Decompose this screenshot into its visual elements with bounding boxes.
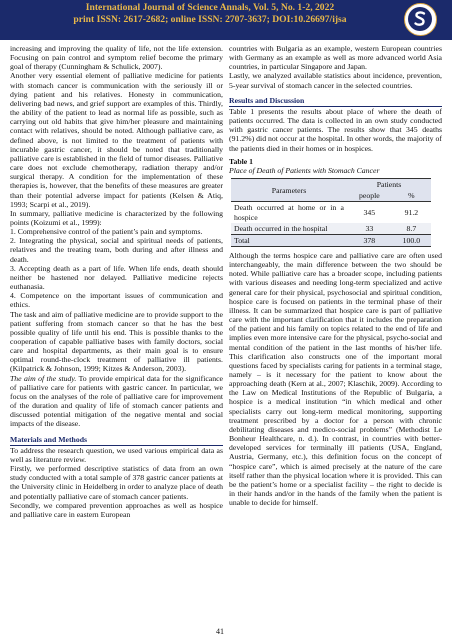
table-cell: Death occurred at home or in a hospice	[234, 203, 344, 222]
table-header-parameters: Parameters	[271, 185, 307, 195]
list-item: 4. Competence on the important issues of communication and ethics.	[10, 291, 223, 310]
paragraph: Although the terms hospice care and palliative care are often used interchangeably, the main difference between the two should be noted. While palliative care has a broader scope, including patients with various diseases and needing long-term specialized and active general care for their physical, psychosocial and spiritual condition, hospice care is focused on patients in the terminal phase of their illness. It can be summarized that hospice care is part of palliative care with the important clarification that it includes the preparation of the patient and his family on topics related to the end of life and implies even more intensive care for the physical, psycho-social and mental condition of the patient in the last months of his/her life. This clarification also constructs one of the important moral questions faced by specialists caring for patients in a terminal stage, namely – is it necessary for the patient to know about the approaching death (Kern at al., 2007; Klaschik, 2009). According to the Law on Medical Institutions of the Republic of Bulgaria, a hospice is a medical institution “in which medical and other specialists carry out long-term medical monitoring, supporting treatment prescribed by a doctor for a person with chronic debilitating diseases and medico-social problems” (Methodist Le Bonheur Healthcare, n. d.). In contrast, in countries with better-developed services for terminally ill patients (USA, England, Austria, Germany, etc.), this definition focus on the concept of “hospice care”, which is aimed precisely at the nature of the care itself rather than the physical location where it is provided. This can be the patient’s home or a specialist facility – the right to decide is in their hands and/or in the hands of the family when the patient is unable to decide for himself.	[229, 250, 442, 508]
paragraph: Secondly, we compared prevention approaches as well as hospice and palliative care in eastern European	[10, 500, 223, 519]
aim-label: The aim of the study.	[10, 373, 77, 383]
table-header-people: people	[359, 191, 380, 201]
journal-header-bar	[0, 0, 452, 40]
aim-text: To provide empirical data for the significance of palliative care for patients with gastric cancer. In particular, we focus on the analyses of the role of palliative care for improvement of the duration and quality of life of stomach cancer patients and discussed potential mitigation of the negative mental and social impacts of the disease.	[10, 373, 223, 429]
table-cell: 8.7	[406, 223, 417, 233]
table-cell: 33	[365, 223, 374, 233]
table-cell: Death occurred in the hospital	[234, 223, 328, 233]
right-column	[229, 44, 442, 507]
table-total-row	[231, 234, 431, 246]
list-item: 2. Integrating the physical, social and spiritual needs of patients, relatives and the treating team, both during and after illness and death.	[10, 236, 223, 264]
journal-issn-line: print ISSN: 2617-2682; online ISSN: 2707-3637; DOI:10.26697/ijsa	[73, 13, 347, 25]
list-item: 3. Accepting death as a part of life. When life ends, death should neither be hastened nor delayed. Palliative medicine rejects euthanasia.	[10, 263, 223, 292]
table-header-percent: %	[408, 191, 415, 201]
paragraph: In summary, palliative medicine is characterized by the following points (Koizumi et al., 1999):	[10, 208, 223, 227]
paragraph: increasing and improving the quality of life, not the life extension. Focusing on pain control and symptom relief become the primary goal of therapy (Cunningham & Schulick, 2007).	[10, 44, 223, 72]
table-cell: 100.0	[402, 235, 421, 245]
paragraph: The task and aim of palliative medicine are to provide support to the patient suffering from stomach cancer so that he has the best possible quality of life until his end. This is possible thanks to the cooperation of capable palliative bases with family doctors, social care and hospital departments, as their main goal is to ensure optimal round-the-clock treatment of palliative ill patients. (Kilpatrick & Johnson, 1999; Kitzes & Anderson, 2003).	[10, 309, 223, 374]
paragraph	[10, 374, 223, 429]
table-cell: 378	[363, 235, 376, 245]
section-heading-methods: Materials and Methods	[10, 435, 223, 446]
table-row	[231, 202, 431, 223]
table-cell: 345	[363, 207, 376, 217]
paragraph: Another very essential element of palliative medicine for patients with stomach cancer is communication with the seriously ill or dying patient and his relatives. Honesty in communication, delivering bad news, and grief support are examples of this. Thirdly, the ability of the patient to lead as normal life as possible, such as carrying out old habits that give him/her pleasure and maintaining contact with relatives, should be noted. Although palliative care, as defined above, is not limited to the treatment of patients with incurable gastric cancer, it should be noted that traditionally palliative care is established in the field of tumor diseases. Palliative care does not exclude chemotherapy, radiation therapy and/or surgical therapy. A condition for the implementation of these therapies is, however, that the benefits of these measures are greater than their potential adverse impact for patients (Kelsen & Atiq, 1993; Scarpi et al., 2019).	[10, 71, 223, 209]
table-caption: Place of Death of Patients with Stomach Cancer	[229, 165, 380, 175]
paragraph: Firstly, we performed descriptive statistics of data from an own study conducted with a total sample of 378 gastric cancer patients at the University clinic in Heidelberg in order to analyze place of death and potentially palliative care of stomach cancer patients.	[10, 464, 223, 501]
table-cell: 91.2	[404, 207, 419, 217]
table-header-row	[231, 179, 431, 191]
table-header-patients: Patients	[376, 180, 402, 190]
table-cell: Total	[234, 235, 250, 245]
section-heading-results: Results and Discussion	[229, 96, 442, 107]
paragraph: Lastly, we analyzed available statistics about incidence, prevention, 5-year survival of stomach cancer in the selected countries.	[229, 71, 442, 90]
place-of-death-table	[231, 178, 431, 247]
paragraph: Table 1 presents the results about place of where the death of patients occurred. The data is collected in an own study conducted with gastric cancer patients. The results show that 345 deaths (91.2%) did not occur at the hospital. In other words, the majority of the patients died in their homes or in hospices.	[229, 106, 442, 153]
list-item: 1. Comprehensive control of the patient’s pain and symptoms.	[10, 227, 203, 237]
journal-header-text	[40, 2, 380, 25]
journal-logo-icon	[404, 3, 437, 36]
journal-title-line: International Journal of Science Annals, Vol. 5, No. 1-2, 2022	[85, 2, 335, 13]
table-label: Table 1	[229, 156, 254, 166]
table-row	[231, 223, 431, 235]
page-number: 41	[216, 627, 224, 636]
left-column	[10, 44, 223, 519]
paragraph: countries with Bulgaria as an example, western European countries with Germany as an example as well as more advanced world Asia countries, in particular Singapore and Japan.	[229, 44, 442, 72]
paragraph: To address the research question, we used various empirical data as well as literature review.	[10, 445, 223, 464]
